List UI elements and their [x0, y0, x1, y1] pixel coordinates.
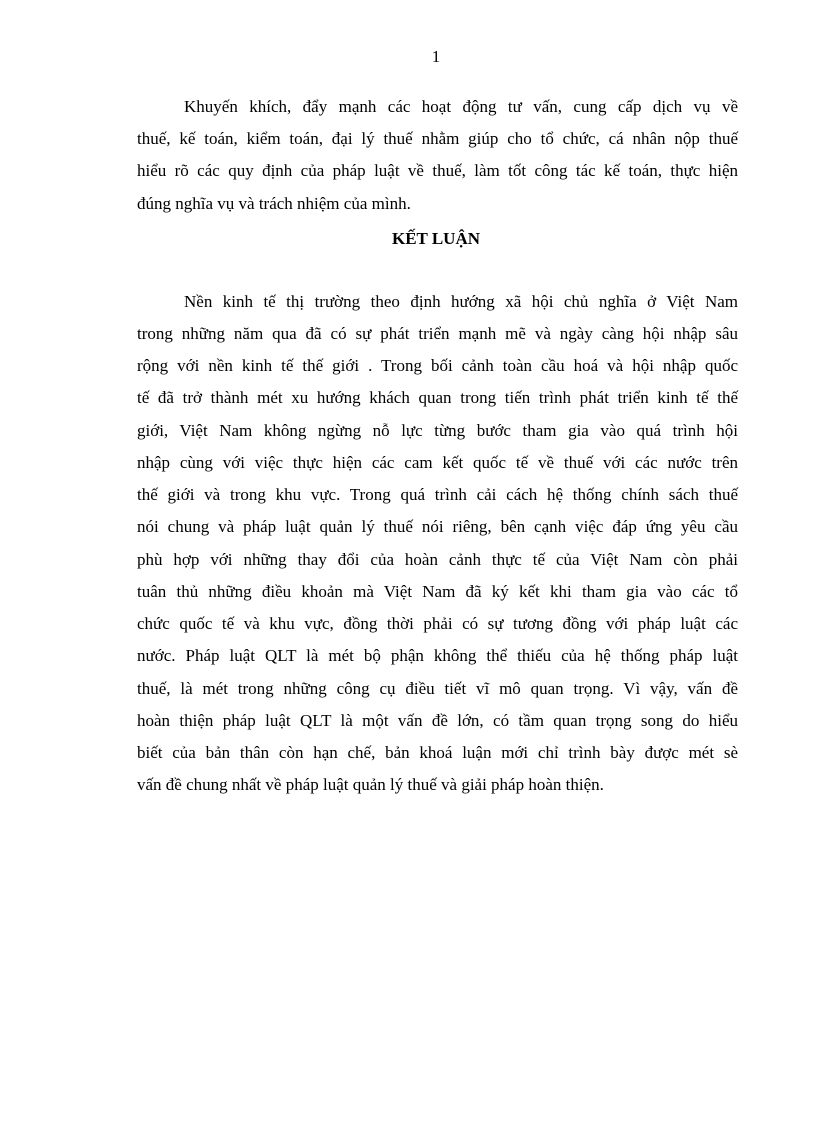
paragraph-line: thuế, là mét trong những công cụ điều tiết vĩ mô quan trọng. Vì vậy, vấn đề	[137, 679, 738, 698]
paragraph-line: Nền kinh tế thị trường theo định hướng xã hội chủ nghĩa ở Việt Nam	[184, 292, 738, 311]
paragraph-line: Khuyến khích, đẩy mạnh các hoạt động tư vấn, cung cấp dịch vụ về	[184, 97, 738, 116]
paragraph-line: giới, Việt Nam không ngừng nỗ lực từng bước tham gia vào quá trình hội	[137, 421, 738, 440]
paragraph-line: hiểu rõ các quy định của pháp luật về thuế, làm tốt công tác kế toán, thực hiện	[137, 161, 738, 180]
paragraph-line: vấn đề chung nhất về pháp luật quản lý thuế và giải pháp hoàn thiện.	[137, 775, 604, 794]
paragraph-line: phù hợp với những thay đổi của hoàn cảnh thực tế của Việt Nam còn phải	[137, 550, 738, 569]
paragraph-line: nhập cùng với việc thực hiện các cam kết quốc tế về thuế với các nước trên	[137, 453, 738, 472]
paragraph-line: thế giới và trong khu vực. Trong quá trình cải cách hệ thống chính sách thuế	[137, 485, 738, 504]
paragraph-line: đúng nghĩa vụ và trách nhiệm của mình.	[137, 194, 411, 213]
paragraph-line: tế đã trở thành mét xu hướng khách quan trong tiến trình phát triển kinh tế thế	[137, 388, 738, 407]
paragraph-line: trong những năm qua đã có sự phát triển mạnh mẽ và ngày càng hội nhập sâu	[137, 324, 738, 343]
paragraph-line: hoàn thiện pháp luật QLT là một vấn đề lớn, có tầm quan trọng song do hiểu	[137, 711, 738, 730]
paragraph-line: nước. Pháp luật QLT là mét bộ phận không thể thiếu của hệ thống pháp luật	[137, 646, 738, 665]
section-heading: KẾT LUẬN	[391, 229, 480, 248]
paragraph-line: thuế, kế toán, kiểm toán, đại lý thuế nhằm giúp cho tổ chức, cá nhân nộp thuế	[137, 129, 738, 148]
paragraph-line: rộng với nền kinh tế thế giới . Trong bối cảnh toàn cầu hoá và hội nhập quốc	[137, 356, 738, 375]
page-number: 1	[431, 47, 441, 66]
paragraph-line: biết của bản thân còn hạn chế, bản khoá luận mới chỉ trình bày được mét sè	[137, 743, 738, 762]
paragraph-line: nói chung và pháp luật quản lý thuế nói riêng, bên cạnh việc đáp ứng yêu cầu	[137, 517, 738, 536]
paragraph-line: chức quốc tế và khu vực, đồng thời phải có sự tương đồng với pháp luật các	[137, 614, 738, 633]
paragraph-line: tuân thủ những điều khoản mà Việt Nam đã ký kết khi tham gia vào các tổ	[137, 582, 738, 601]
